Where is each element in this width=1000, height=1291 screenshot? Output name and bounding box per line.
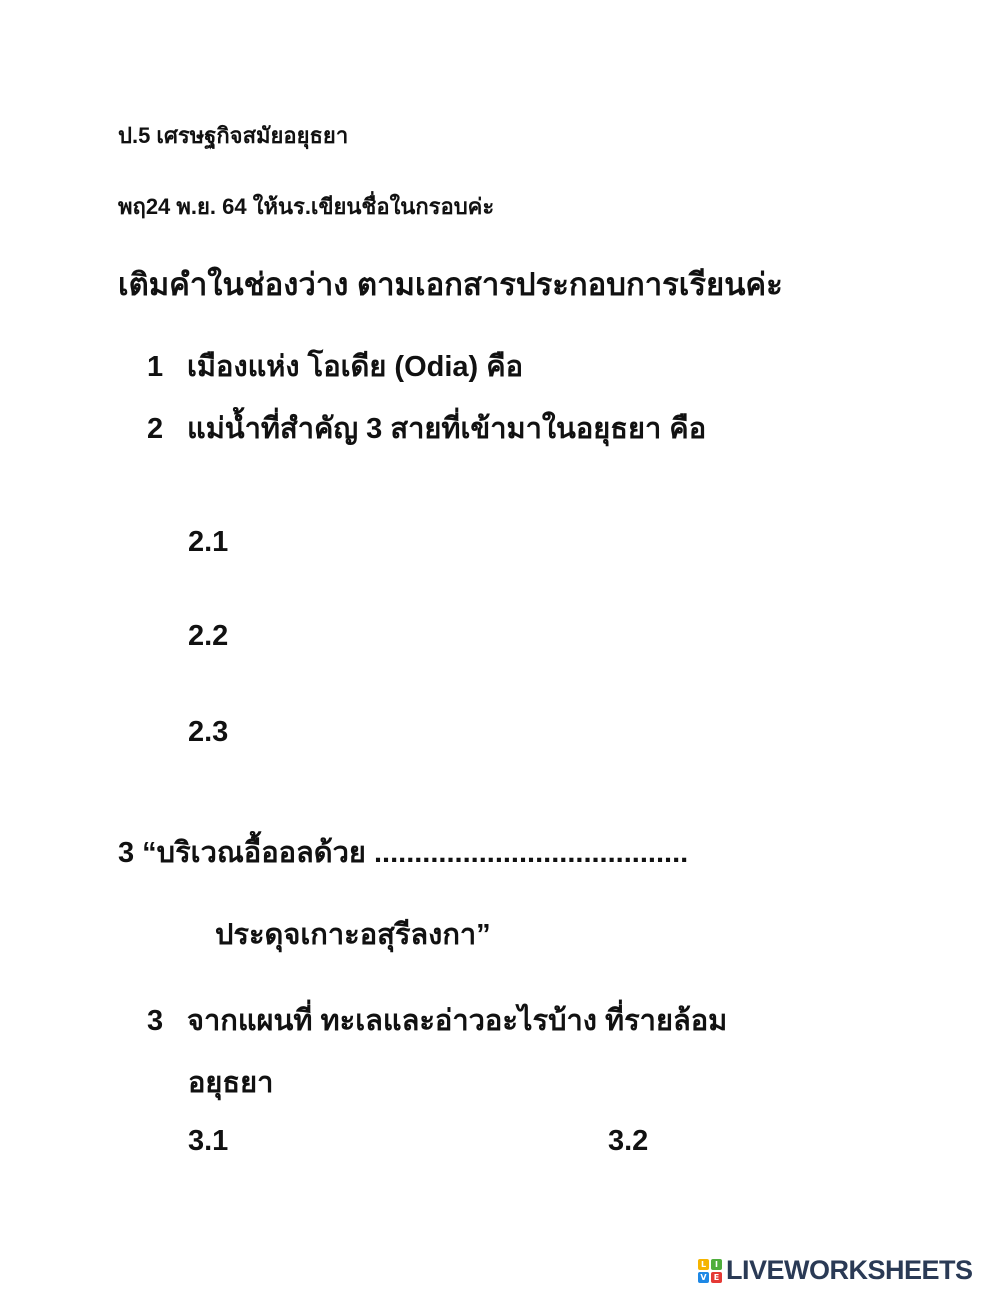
logo-cell: L bbox=[698, 1259, 709, 1270]
answer-label-2-2: 2.2 bbox=[188, 620, 229, 652]
logo-icon bbox=[698, 1259, 722, 1283]
brand-name: LIVEWORKSHEETS bbox=[726, 1255, 973, 1285]
question-2 bbox=[147, 412, 706, 447]
question-3b-number: 3 bbox=[147, 1005, 164, 1037]
question-3b-text: จากแผนที่ ทะเลและอ่าวอะไรบ้าง ที่รายล้อม bbox=[187, 1005, 728, 1037]
question-1-text: เมืองแห่ง โอเดีย (Odia) คือ bbox=[187, 351, 524, 383]
question-3b-line-2: อยุธยา bbox=[188, 1067, 274, 1099]
worksheet-date-note: พฤ24 พ.ย. 64 ให้นร.เขียนชื่อในกรอบค่ะ bbox=[118, 194, 495, 219]
answer-label-2-1: 2.1 bbox=[188, 526, 229, 558]
liveworksheets-logo[interactable] bbox=[698, 1255, 973, 1286]
question-3a-line-2: ประดุจเกาะอสุรีลงกา” bbox=[215, 919, 491, 951]
answer-label-3-1: 3.1 bbox=[188, 1125, 229, 1157]
logo-cell: I bbox=[711, 1259, 722, 1270]
worksheet-title: ป.5 เศรษฐกิจสมัยอยุธยา bbox=[118, 123, 349, 148]
question-3b bbox=[147, 1004, 727, 1039]
logo-cell: E bbox=[711, 1272, 722, 1283]
question-2-text: แม่น้ำที่สำคัญ 3 สายที่เข้ามาในอยุธยา คือ bbox=[187, 413, 707, 445]
question-1-number: 1 bbox=[147, 351, 164, 383]
question-3a-line-1: 3 “บริเวณอื้ออลด้วย ....................................... bbox=[118, 837, 689, 869]
logo-cell: V bbox=[698, 1272, 709, 1283]
question-2-number: 2 bbox=[147, 413, 164, 445]
answer-label-3-2: 3.2 bbox=[608, 1125, 649, 1157]
instruction-text: เติมคำในช่องว่าง ตามเอกสารประกอบการเรียนค่ะ bbox=[118, 267, 783, 302]
answer-label-2-3: 2.3 bbox=[188, 716, 229, 748]
question-1 bbox=[147, 350, 523, 385]
